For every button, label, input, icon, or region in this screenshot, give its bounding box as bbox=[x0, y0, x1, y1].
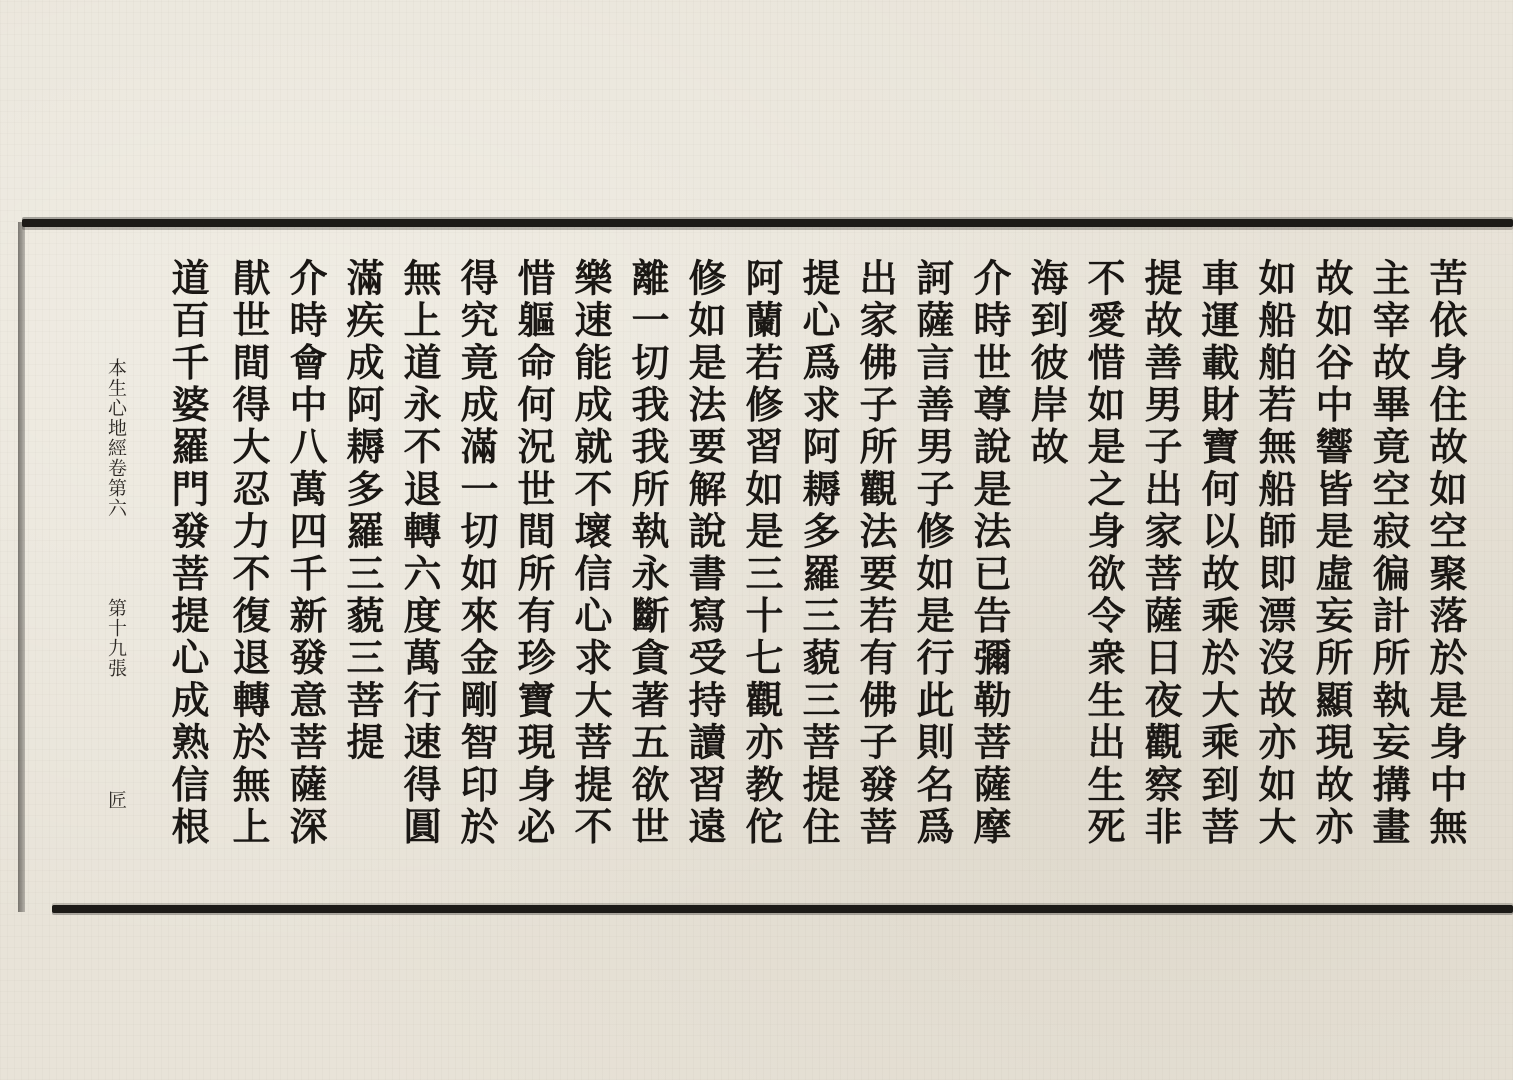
margin-carver-mark: 匠 bbox=[105, 790, 127, 810]
text-column: 無上道永不退轉六度萬行速得圓 bbox=[397, 258, 442, 849]
text-column: 主宰故畢竟空寂徧計所執妄搆畫 bbox=[1366, 258, 1411, 849]
margin-page-number: 第十九張 bbox=[105, 598, 127, 678]
text-column: 惜軀命何況世間所有珍寶現身必 bbox=[511, 258, 556, 849]
text-column: 海到彼岸故 bbox=[1024, 258, 1069, 469]
text-column: 介時世尊說是法已告彌勒菩薩摩 bbox=[967, 258, 1012, 849]
text-column: 道百千婆羅門發菩提心成熟信根 bbox=[165, 258, 210, 849]
text-column: 樂速能成就不壞信心求大菩提不 bbox=[568, 258, 613, 849]
text-column: 不愛惜如是之身欲令衆生出生死 bbox=[1081, 258, 1126, 849]
left-border-rule bbox=[18, 222, 25, 912]
text-column: 猒世間得大忍力不復退轉於無上 bbox=[226, 258, 271, 849]
text-column: 修如是法要解說書寫受持讀習遠 bbox=[682, 258, 727, 849]
text-column: 提故善男子出家菩薩日夜觀察非 bbox=[1138, 258, 1183, 849]
text-column: 故如谷中響皆是虛妄所顯現故亦 bbox=[1309, 258, 1354, 849]
bottom-border-rule bbox=[52, 905, 1513, 913]
text-column: 得究竟成滿一切如來金剛智印於 bbox=[454, 258, 499, 849]
text-column: 車運載財寶何以故乘於大乘到菩 bbox=[1195, 258, 1240, 849]
text-column: 阿蘭若修習如是三十七觀亦教佗 bbox=[739, 258, 784, 849]
top-border-rule bbox=[22, 219, 1513, 227]
text-column: 離一切我我所執永斷貪著五欲世 bbox=[625, 258, 670, 849]
text-column: 苦依身住故如空聚落於是身中無 bbox=[1423, 258, 1468, 849]
text-column: 出家佛子所觀法要若有佛子發菩 bbox=[853, 258, 898, 849]
text-column: 訶薩言善男子修如是行此則名爲 bbox=[910, 258, 955, 849]
text-column: 如船舶若無船師即漂沒故亦如大 bbox=[1252, 258, 1297, 849]
text-column: 介時會中八萬四千新發意菩薩深 bbox=[283, 258, 328, 849]
text-column: 提心爲求阿耨多羅三藐三菩提住 bbox=[796, 258, 841, 849]
margin-sutra-title: 本生心地經卷第六 bbox=[105, 358, 127, 518]
text-column: 滿疾成阿耨多羅三藐三菩提 bbox=[340, 258, 385, 765]
